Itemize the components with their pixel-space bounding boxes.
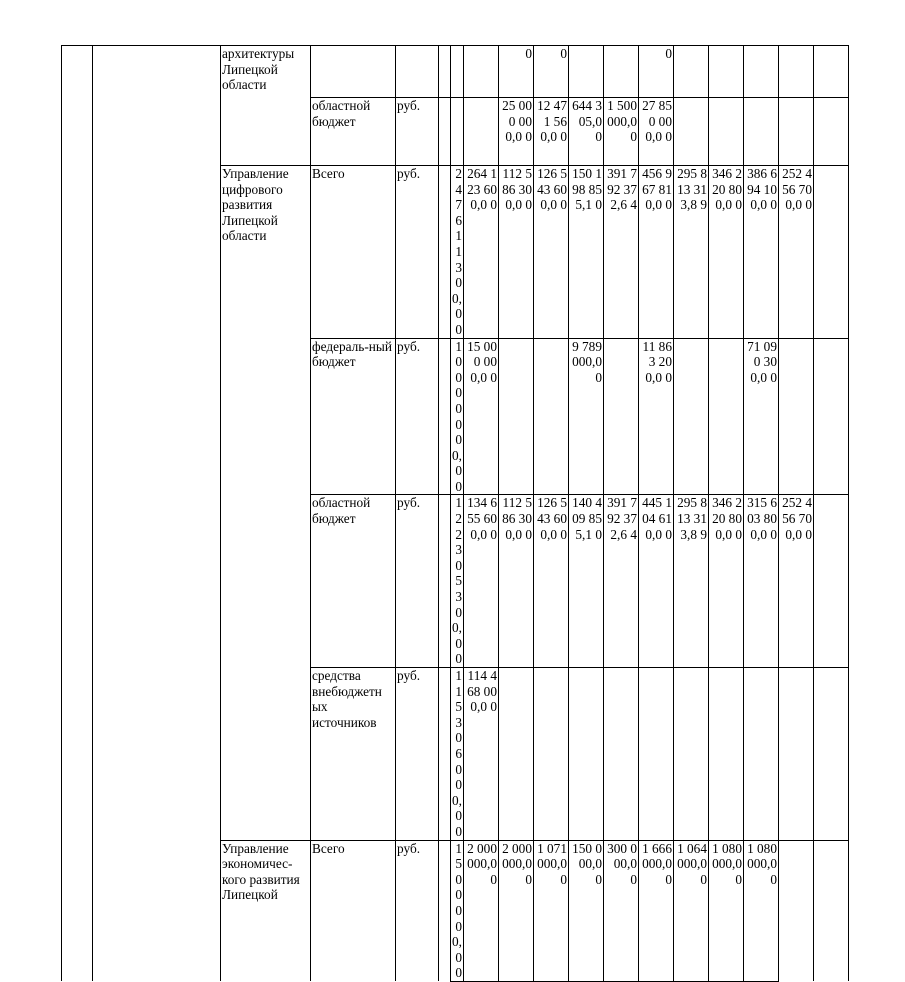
value-cell bbox=[533, 338, 568, 495]
value-cell: 1 666 000,0 0 bbox=[638, 840, 673, 981]
goal-column-cell bbox=[93, 46, 221, 982]
value-cell: 252 456 700,0 0 bbox=[778, 166, 813, 339]
value-cell: 295 813 313,8 9 bbox=[673, 495, 708, 668]
value-cell bbox=[568, 46, 603, 98]
source-cell: федераль-ный бюджет bbox=[311, 338, 396, 495]
value-cell: 391 792 372,6 4 bbox=[603, 166, 638, 339]
value-cell: 71 090 300,0 0 bbox=[743, 338, 778, 495]
unit-cell: руб. bbox=[396, 166, 439, 339]
value-cell bbox=[439, 840, 451, 981]
value-cell bbox=[439, 338, 451, 495]
value-cell bbox=[673, 338, 708, 495]
value-cell bbox=[778, 840, 813, 981]
value-cell bbox=[439, 495, 451, 668]
value-cell: 140 409 855,1 0 bbox=[568, 495, 603, 668]
value-cell: 2 000 000,0 0 bbox=[463, 840, 498, 981]
value-cell: 1 080 000,0 0 bbox=[743, 840, 778, 981]
source-cell: средства внебюджетн ых источников bbox=[311, 668, 396, 841]
source-cell: Всего bbox=[311, 166, 396, 339]
value-cell bbox=[708, 668, 743, 841]
value-cell bbox=[743, 98, 778, 166]
value-cell: 115 306 000,0 0 bbox=[452, 668, 462, 839]
value-cell: 27 850 000,0 0 bbox=[638, 98, 673, 166]
value-cell: 247 611 300,0 0 bbox=[452, 166, 462, 337]
value-cell: 9 789 000,0 0 bbox=[568, 338, 603, 495]
value-cell: 644 305,0 0 bbox=[568, 98, 603, 166]
value-cell: 0 bbox=[638, 46, 673, 98]
value-cell: 2 000 000,0 0 bbox=[498, 840, 533, 981]
table-row bbox=[62, 46, 849, 98]
value-cell bbox=[778, 46, 813, 98]
value-cell bbox=[743, 46, 778, 98]
value-cell bbox=[533, 668, 568, 841]
unit-cell: руб. bbox=[396, 338, 439, 495]
value-cell: 346 220 800,0 0 bbox=[708, 166, 743, 339]
value-cell: 12 471 560,0 0 bbox=[533, 98, 568, 166]
value-cell: 114 468 000,0 0 bbox=[463, 668, 498, 841]
value-cell: 25 000 000,0 0 bbox=[498, 98, 533, 166]
value-cell: 0 bbox=[533, 46, 568, 98]
value-cell: 122 305 300,0 0 bbox=[452, 495, 462, 667]
value-cell bbox=[603, 338, 638, 495]
value-cell bbox=[638, 668, 673, 841]
value-cell bbox=[813, 46, 848, 98]
value-cell bbox=[463, 98, 498, 166]
value-cell bbox=[778, 668, 813, 841]
value-cell: 391 792 372,6 4 bbox=[603, 495, 638, 668]
value-cell bbox=[813, 668, 848, 841]
value-cell bbox=[813, 840, 848, 981]
value-cell: 112 586 300,0 0 bbox=[498, 166, 533, 339]
value-cell: 1 071 000,0 0 bbox=[533, 840, 568, 981]
org-cell: Управление экономичес-кого развития Липецкой bbox=[221, 840, 311, 981]
value-cell: 0 bbox=[498, 46, 533, 98]
value-cell bbox=[778, 98, 813, 166]
value-cell bbox=[439, 668, 451, 841]
value-cell: 456 967 810,0 0 bbox=[638, 166, 673, 339]
unit-cell: руб. bbox=[396, 840, 439, 981]
value-cell: 134 655 600,0 0 bbox=[463, 495, 498, 668]
value-cell bbox=[673, 98, 708, 166]
value-cell bbox=[451, 98, 464, 166]
value-cell: 1 500 000,0 0 bbox=[452, 840, 462, 981]
value-cell: 1 500 000,0 0 bbox=[603, 98, 638, 166]
value-cell bbox=[498, 668, 533, 841]
value-cell bbox=[813, 166, 848, 339]
org-cell: Управление цифрового развития Липецкой области bbox=[221, 166, 311, 841]
value-cell bbox=[813, 338, 848, 495]
value-cell bbox=[498, 338, 533, 495]
value-cell bbox=[708, 46, 743, 98]
value-cell: 10 000 000,0 0 bbox=[452, 338, 462, 494]
value-cell: 445 104 610,0 0 bbox=[638, 495, 673, 668]
source-cell: областной бюджет bbox=[311, 495, 396, 668]
value-cell: 1 064 000,0 0 bbox=[673, 840, 708, 981]
value-cell: 15 000 000,0 0 bbox=[463, 338, 498, 495]
budget-table bbox=[61, 45, 849, 982]
value-cell bbox=[708, 98, 743, 166]
value-cell bbox=[568, 668, 603, 841]
unit-cell: руб. bbox=[396, 668, 439, 841]
value-cell bbox=[451, 46, 464, 98]
source-cell: Всего bbox=[311, 840, 396, 981]
value-cell bbox=[743, 668, 778, 841]
value-cell bbox=[603, 668, 638, 841]
value-cell: 300 000,0 0 bbox=[603, 840, 638, 981]
org-cell: архитектуры Липецкой области bbox=[221, 46, 311, 166]
value-cell: 264 123 600,0 0 bbox=[463, 166, 498, 339]
value-cell: 315 603 800,0 0 bbox=[743, 495, 778, 668]
source-cell bbox=[311, 46, 396, 98]
number-column-cell bbox=[62, 46, 93, 982]
value-cell bbox=[813, 495, 848, 668]
value-cell bbox=[463, 46, 498, 98]
value-cell: 386 694 100,0 0 bbox=[743, 166, 778, 339]
source-cell: областной бюджет bbox=[311, 98, 396, 166]
value-cell bbox=[673, 46, 708, 98]
value-cell bbox=[439, 98, 451, 166]
value-cell: 11 863 200,0 0 bbox=[638, 338, 673, 495]
value-cell bbox=[813, 98, 848, 166]
unit-cell bbox=[396, 46, 439, 98]
value-cell: 295 813 313,8 9 bbox=[673, 166, 708, 339]
value-cell bbox=[439, 166, 451, 339]
value-cell: 126 543 600,0 0 bbox=[533, 166, 568, 339]
value-cell bbox=[778, 338, 813, 495]
value-cell bbox=[673, 668, 708, 841]
value-cell bbox=[439, 46, 451, 98]
unit-cell: руб. bbox=[396, 98, 439, 166]
value-cell: 150 198 855,1 0 bbox=[568, 166, 603, 339]
value-cell: 346 220 800,0 0 bbox=[708, 495, 743, 668]
unit-cell: руб. bbox=[396, 495, 439, 668]
value-cell: 252 456 700,0 0 bbox=[778, 495, 813, 668]
value-cell: 150 000,0 0 bbox=[568, 840, 603, 981]
value-cell bbox=[708, 338, 743, 495]
value-cell: 1 080 000,0 0 bbox=[708, 840, 743, 981]
value-cell bbox=[603, 46, 638, 98]
value-cell: 126 543 600,0 0 bbox=[533, 495, 568, 668]
value-cell: 112 586 300,0 0 bbox=[498, 495, 533, 668]
